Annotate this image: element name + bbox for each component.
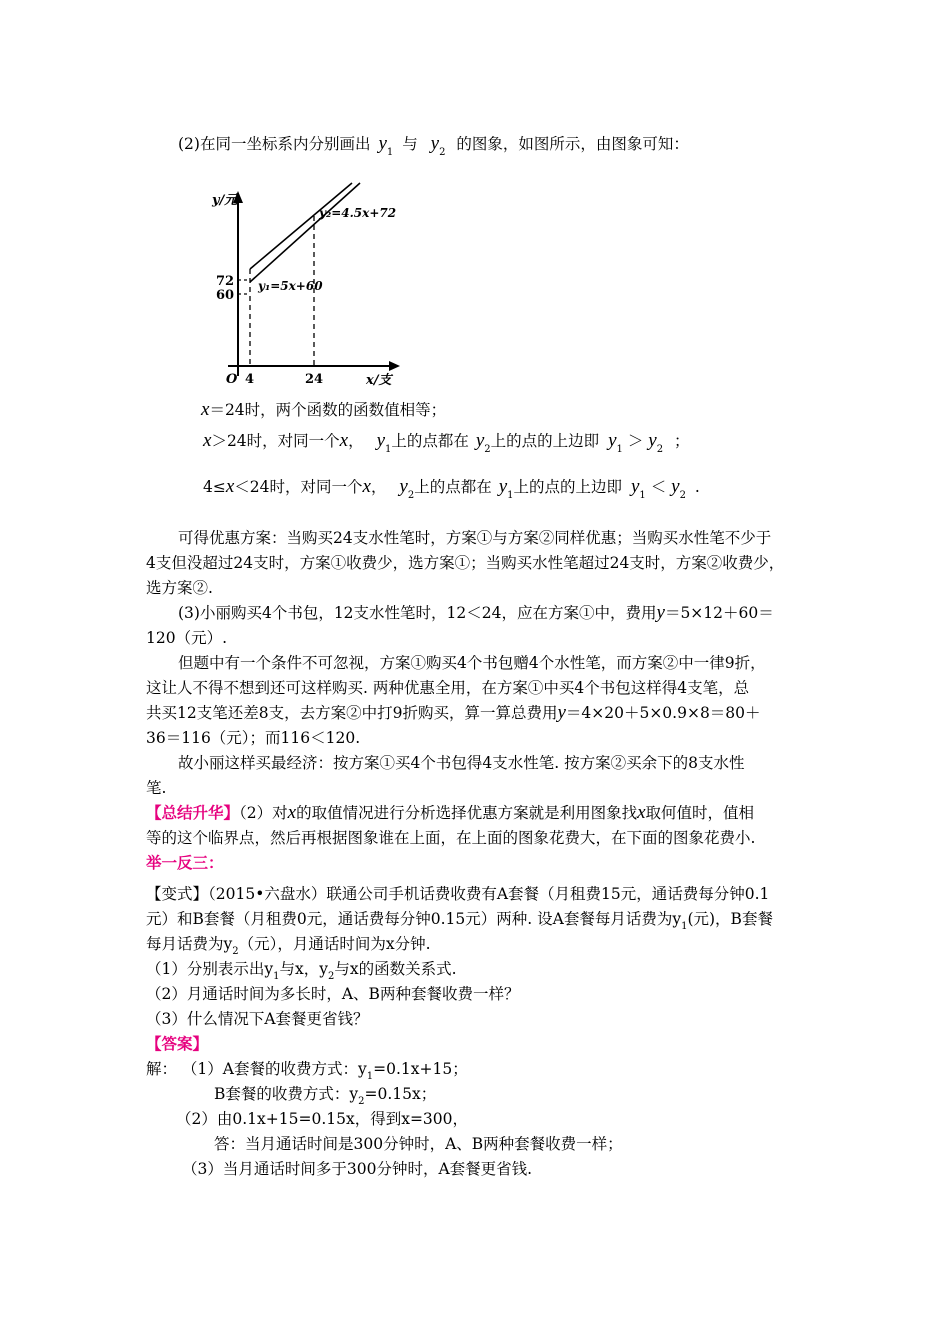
x-tick-24: 24: [305, 372, 324, 387]
para-line: 36＝116（元）；而116＜120.: [146, 729, 361, 747]
answer-line: 解： （1）A套餐的收费方式：$y_1=0.1x+15$；: [146, 1060, 468, 1082]
y-axis-label: y/元: [212, 193, 238, 208]
question-2: （2）月通话时间为多长时，A、B两种套餐收费一样？: [146, 985, 520, 1003]
para-line: 这让人不得不想到还可这样购买. 两种优惠全用，在方案①中买4个书包这样得4支笔，总: [146, 679, 750, 697]
para-line: (3)小丽购买4个书包，12支水性笔时，12＜24，应在方案①中，费用y＝5×12＋60＝: [178, 602, 774, 623]
origin-label: O: [226, 372, 238, 387]
series-line-y2: [250, 183, 352, 269]
x-tick-4: 4: [245, 372, 255, 387]
para-line: 选方案②.: [146, 579, 213, 597]
para-line: 120（元）.: [146, 629, 228, 647]
answer-line: （3）当月通话时间多于300分钟时，A套餐更省钱.: [182, 1160, 533, 1178]
question-1: （1）分别表示出$y_1$与x，$y_2$与x的函数关系式.: [146, 960, 457, 982]
para-line: 故小丽这样买最经济：按方案①买4个书包得4支水性笔. 按方案②买余下的8支水性: [178, 754, 745, 772]
y1-symbol: y: [378, 133, 387, 154]
intro-line: (2)在同一坐标系内分别画出 $y_1$ 与 $y_2$ 的图象，如图所示，由图象可知：: [178, 133, 689, 158]
y-tick-72: 72: [216, 274, 235, 289]
series-label-y2: y₂=4.5x+72: [319, 206, 397, 220]
answer-line: 答：当月通话时间是300分钟时，A、B两种套餐收费一样；: [214, 1135, 623, 1153]
section-heading: 举一反三：: [146, 853, 224, 872]
variant-line: 元）和B套餐（月租费0元，通话费每分钟0.15元）两种. 设A套餐每月话费为$y_1$(元)，B套餐: [146, 910, 773, 932]
para-line: 笔.: [146, 779, 167, 797]
function-graph: [190, 176, 415, 394]
series-label-y1: y₁=5x+60: [258, 279, 323, 293]
answer-label: 【答案】: [146, 1034, 209, 1053]
case-less: 4≤x＜24时，对同一个x， $y_2$上的点都在 $y_1$上的点的上边即 $y_1 < y_2$ .: [203, 476, 700, 501]
y2-symbol: y: [430, 133, 440, 154]
variant-line: 【变式】（2015•六盘水）联通公司手机话费收费有A套餐（月租费15元，通话费每分钟0.1: [146, 885, 770, 903]
y-tick-60: 60: [216, 288, 235, 303]
para-line: 共买12支笔还差8支，去方案②中打9折购买，算一算总费用y＝4×20＋5×0.9×8＝80＋: [146, 702, 761, 723]
summary-label: 【总结升华】: [146, 803, 240, 822]
case-greater: x＞24时，对同一个x， $y_1$上的点都在 $y_2$上的点的上边即 $y_1 > y_2$ ；: [203, 430, 690, 455]
answer-line: （2）由0.1x+15=0.15x，得到x=300，: [176, 1110, 469, 1128]
x-axis-label: x/支: [366, 373, 392, 388]
summary-line: 等的这个临界点，然后再根据图象谁在上面，在上面的图象花费大，在下面的图象花费小.: [146, 829, 756, 847]
answer-line: B套餐的收费方式：$y_2=0.15x$；: [214, 1085, 437, 1107]
summary-line: 【总结升华】（2）对x的取值情况进行分析选择优惠方案就是利用图象找x取何值时，值相: [146, 802, 755, 823]
x-axis-arrow: [389, 361, 400, 371]
question-3: （3）什么情况下A套餐更省钱？: [146, 1010, 369, 1028]
series-line-y1: [250, 183, 360, 282]
para-line: 4支但没超过24支时，方案①收费少，选方案①；当购买水性笔超过24支时，方案②收费少，: [146, 554, 785, 572]
case-equal: x＝24时，两个函数的函数值相等；: [201, 399, 447, 420]
variant-line: 每月话费为$y_2$（元），月通话时间为x分钟.: [146, 935, 431, 957]
para-line: 但题中有一个条件不可忽视，方案①购买4个书包赠4个水性笔，而方案②中一律9折，: [178, 654, 766, 672]
para-line: 可得优惠方案：当购买24支水性笔时，方案①与方案②同样优惠；当购买水性笔不少于: [178, 529, 772, 547]
